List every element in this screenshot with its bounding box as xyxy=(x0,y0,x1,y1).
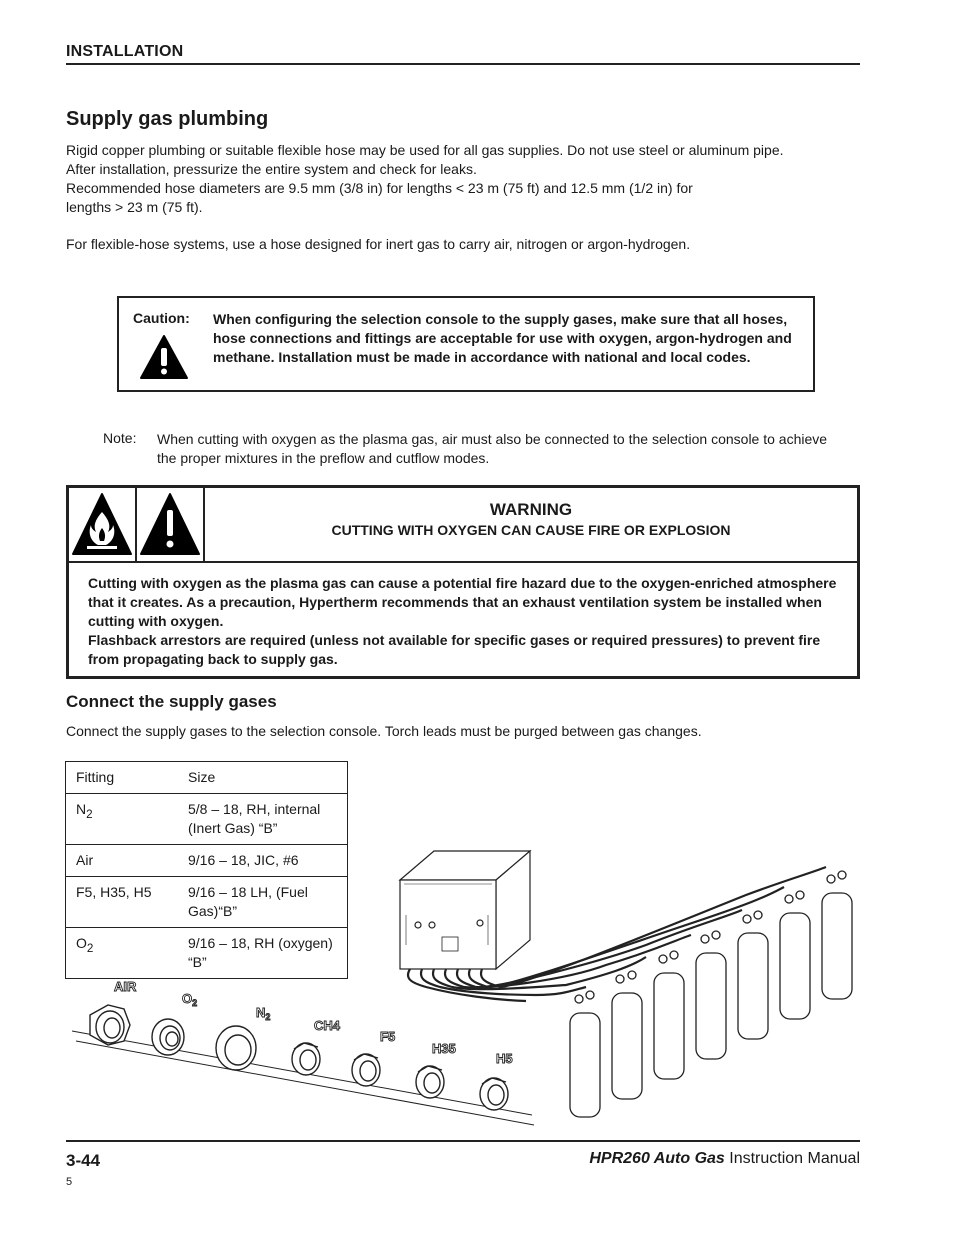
intro-line-4: lengths > 23 m (75 ft). xyxy=(66,199,203,215)
warning-title: WARNING xyxy=(489,500,573,519)
gas-connection-diagram xyxy=(66,845,866,1130)
fitting-name: F5, H35, H5 xyxy=(66,877,179,928)
fitting-name: Air xyxy=(66,845,179,877)
intro-line-1: Rigid copper plumbing or suitable flexible hose may be used for all gas supplies. Do not use steel or aluminum pipe. xyxy=(66,142,784,158)
warning-body xyxy=(88,574,848,669)
revision-number: 5 xyxy=(66,1176,73,1188)
label-h35: H35 xyxy=(432,1041,456,1056)
warning-body-1: Cutting with oxygen as the plasma gas can cause a potential fire hazard due to the oxygen-enriched atmosphere that it creates. As a precaution, Hypertherm recommends that an exhaust ventilation system be installed when cutting with oxygen. xyxy=(88,575,837,629)
table-row xyxy=(66,794,348,845)
fire-hazard-icon-cell xyxy=(69,488,137,561)
label-ch4: CH4 xyxy=(314,1018,341,1033)
caution-label: Caution: xyxy=(133,310,190,326)
fire-hazard-icon xyxy=(69,488,135,561)
intro-line-3: Recommended hose diameters are 9.5 mm (3/8 in) for lengths < 23 m (75 ft) and 12.5 mm (1/2 in) for xyxy=(66,180,693,196)
intro-line-5: For flexible-hose systems, use a hose designed for inert gas to carry air, nitrogen or argon-hydrogen. xyxy=(66,236,691,252)
header-rule xyxy=(66,63,860,65)
label-h5: H5 xyxy=(496,1051,513,1066)
fitting-sub: 2 xyxy=(86,807,93,821)
label-n2: $N_2$ xyxy=(256,1005,271,1022)
label-o2: $O_2$ xyxy=(182,991,198,1008)
caution-box xyxy=(117,296,815,392)
note-label: Note: xyxy=(103,430,137,446)
fitting-size: 5/8 – 18, RH, internal (Inert Gas) “B” xyxy=(178,794,348,845)
manual-title xyxy=(589,1150,860,1168)
note-text: When cutting with oxygen as the plasma gas, air must also be connected to the selection console to achieve the proper mixtures in the preflow and cutflow modes. xyxy=(157,431,828,466)
table-header-row xyxy=(66,762,348,794)
label-f5: F5 xyxy=(380,1029,396,1044)
section-header: INSTALLATION xyxy=(66,43,184,60)
gas-fittings xyxy=(90,1005,508,1110)
label-air: AIR xyxy=(114,979,137,994)
fitting-size: 9/16 – 18, JIC, #6 xyxy=(178,845,348,877)
warning-triangle-icon xyxy=(139,334,189,380)
warning-icon-cell xyxy=(137,488,205,561)
manual-title-rest: Instruction Manual xyxy=(724,1150,860,1167)
fitting-size: 9/16 – 18 LH, (Fuel Gas)“B” xyxy=(178,877,348,928)
intro-line-2: After installation, pressurize the entire system and check for leaks. xyxy=(66,161,477,177)
manual-title-bold: HPR260 Auto Gas xyxy=(589,1150,725,1167)
page-number: 3-44 xyxy=(66,1151,101,1170)
caution-text: When configuring the selection console to the supply gases, make sure that all hoses, hose connections and fittings are acceptable for use with oxygen, argon-hydrogen and methane. Installation must be made in accordance with national and local codes. xyxy=(213,311,792,365)
fitting-sub: 2 xyxy=(86,941,94,955)
warning-box xyxy=(66,485,860,679)
footer-rule xyxy=(66,1140,860,1142)
header-fitting: Fitting xyxy=(66,762,179,794)
fitting-size: 9/16 – 18, RH (oxygen) “B” xyxy=(178,928,348,979)
fitting-name: O xyxy=(76,935,87,951)
connect-heading: Connect the supply gases xyxy=(66,692,277,711)
warning-subtitle: CUTTING WITH OXYGEN CAN CAUSE FIRE OR EXPLOSION xyxy=(331,522,731,538)
warning-body-2: Flashback arrestors are required (unless not available for specific gases or required pressures) to prevent fire from propagating back to supply gas. xyxy=(88,632,821,667)
fitting-name: N xyxy=(76,801,87,817)
page-title: Supply gas plumbing xyxy=(66,108,269,130)
header-size: Size xyxy=(178,762,348,794)
selection-console xyxy=(400,851,530,969)
warning-triangle-icon xyxy=(137,488,203,561)
connect-text: Connect the supply gases to the selection console. Torch leads must be purged between gas changes. xyxy=(66,723,702,739)
